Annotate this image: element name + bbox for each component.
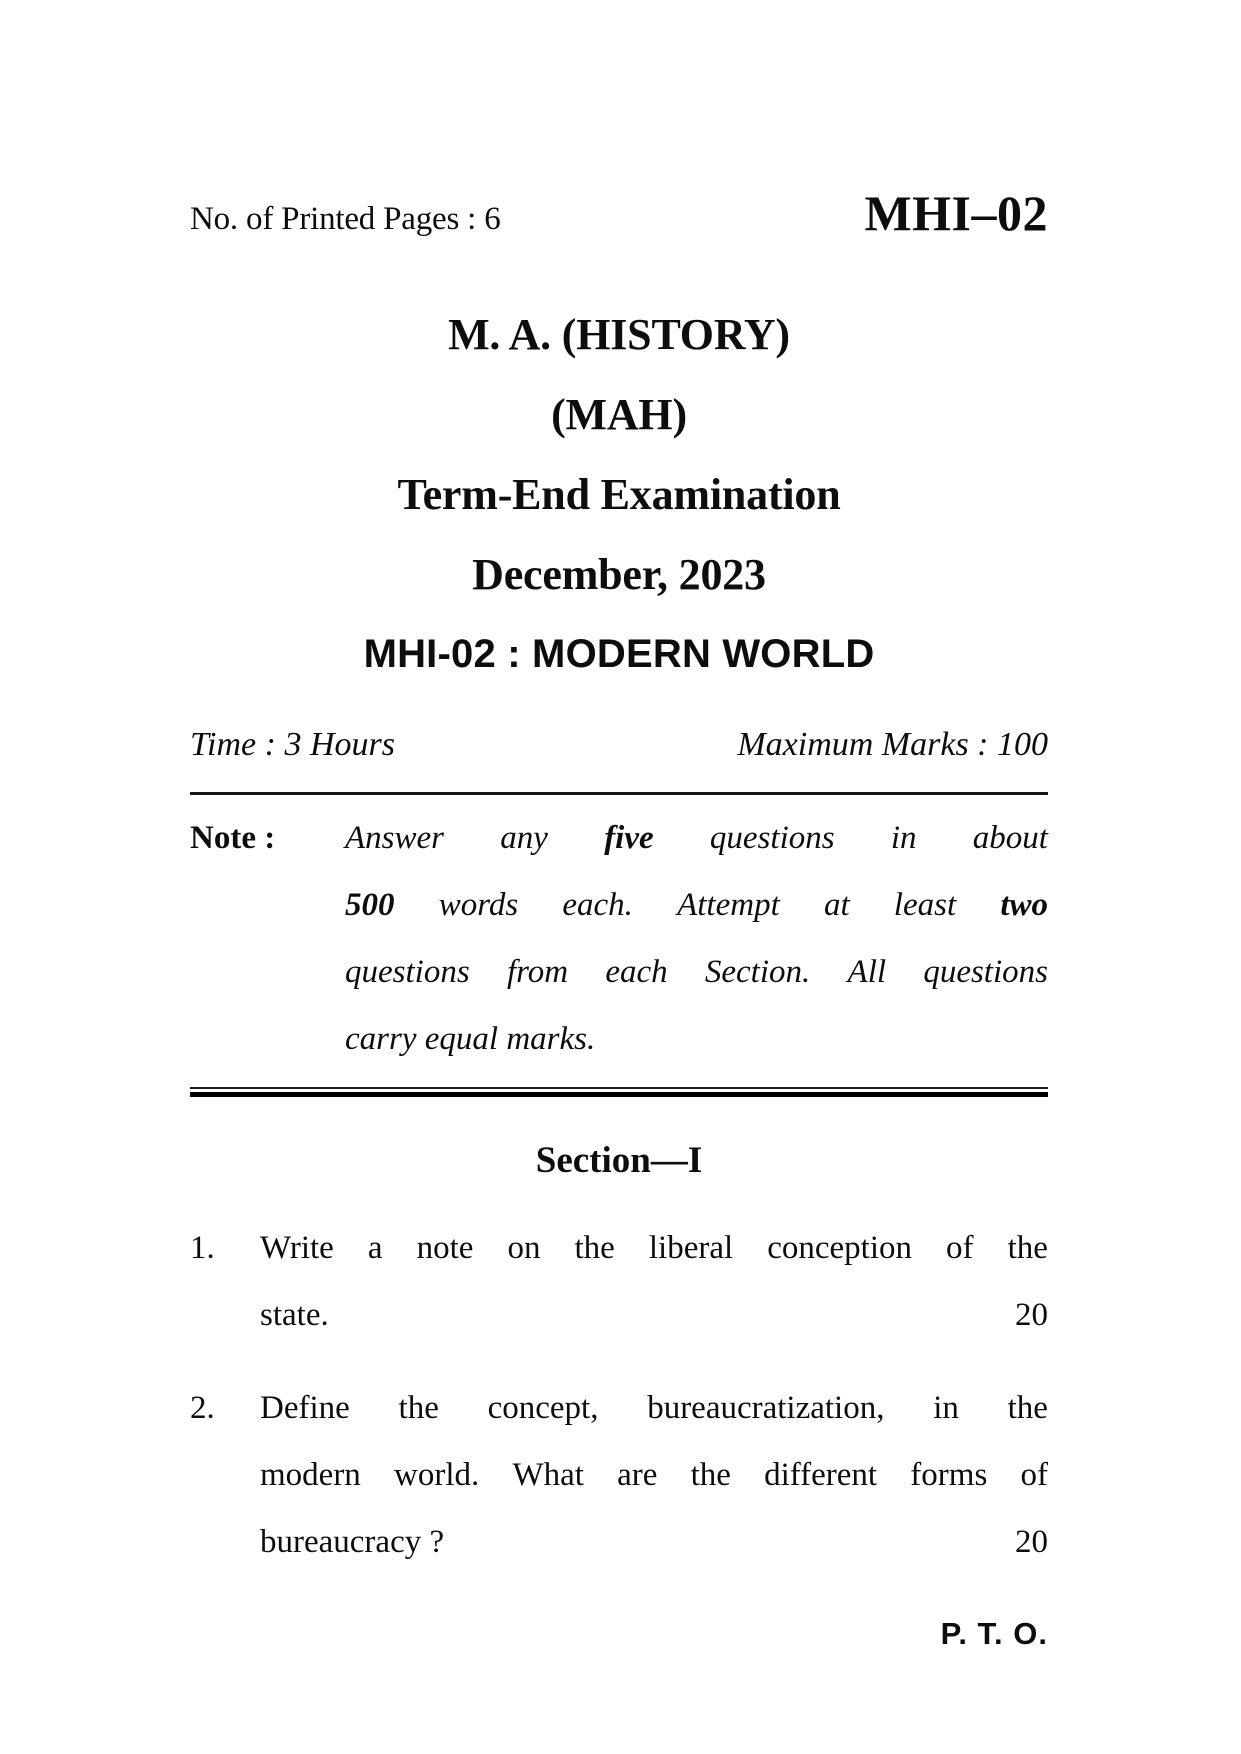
text-line: [260, 1282, 1048, 1349]
subject-title: MHI-02 : MODERN WORLD: [363, 631, 875, 676]
text-line: [345, 1006, 1048, 1073]
double-rule: [190, 1087, 1048, 1097]
word: concept,: [487, 1390, 599, 1426]
paper-code: MHI–02: [864, 185, 1048, 241]
section-heading: Section—I: [535, 1139, 703, 1181]
word: Answer: [345, 820, 444, 856]
exam-title: Term-End Examination: [397, 469, 841, 519]
text-line: [345, 939, 1048, 1006]
program-title: M. A. (HISTORY): [448, 309, 790, 359]
word: at: [823, 887, 850, 923]
word: bureaucracy: [260, 1524, 422, 1560]
note-label: Note :: [190, 820, 276, 856]
word: the: [1007, 1230, 1048, 1266]
double-rule-thick-line: [190, 1092, 1048, 1097]
word: of: [946, 1230, 974, 1266]
word: state.: [260, 1297, 329, 1333]
text-line: [345, 872, 1048, 939]
word: note: [416, 1230, 474, 1266]
question-text: [260, 1215, 1048, 1349]
word: on: [507, 1230, 541, 1266]
word: modern: [260, 1457, 361, 1493]
marks-value: 20: [1015, 1297, 1048, 1333]
question-1: [190, 1215, 1048, 1349]
word: are: [617, 1457, 658, 1493]
word: in: [933, 1390, 959, 1426]
word: words: [438, 887, 519, 923]
word: the: [574, 1230, 615, 1266]
word: equal: [424, 1021, 499, 1057]
word: 500: [345, 887, 395, 923]
word: about: [972, 820, 1048, 856]
word: least: [893, 887, 957, 923]
question-number: 1.: [190, 1230, 215, 1266]
page-header: [190, 185, 1048, 241]
word: two: [1000, 887, 1048, 923]
text-line: [260, 1215, 1048, 1282]
word: the: [1007, 1390, 1048, 1426]
word: Write: [260, 1230, 334, 1266]
maximum-marks: Maximum Marks : 100: [737, 726, 1048, 763]
word: Define: [260, 1390, 350, 1426]
text-line: [260, 1442, 1048, 1509]
question-number: 2.: [190, 1390, 215, 1426]
word: marks.: [506, 1021, 596, 1057]
note-text: [345, 805, 1048, 1073]
printed-pages-label: No. of Printed Pages : 6: [190, 201, 501, 237]
word: What: [512, 1457, 584, 1493]
word: questions: [345, 954, 470, 990]
text-line: [260, 1509, 1048, 1576]
program-code: (MAH): [551, 389, 687, 439]
word: bureaucratization,: [647, 1390, 885, 1426]
word: in: [890, 820, 917, 856]
note-block: [190, 805, 1048, 1073]
word: from: [506, 954, 569, 990]
word: conception: [767, 1230, 912, 1266]
word: All: [847, 954, 887, 990]
double-rule-thin-line: [190, 1087, 1048, 1089]
text-line: [345, 805, 1048, 872]
title-block: [190, 294, 1048, 694]
marks-value: 20: [1015, 1524, 1048, 1560]
word: a: [367, 1230, 383, 1266]
word: Attempt: [677, 887, 780, 923]
line-text: [260, 1524, 444, 1561]
exam-session: December, 2023: [472, 549, 766, 599]
time-allowed: Time : 3 Hours: [190, 726, 395, 763]
text-line: [260, 1375, 1048, 1442]
question-2: [190, 1375, 1048, 1576]
word: each.: [562, 887, 633, 923]
word: five: [604, 820, 654, 856]
word: the: [398, 1390, 439, 1426]
word: questions: [923, 954, 1048, 990]
question-text: [260, 1375, 1048, 1576]
pto-label: P. T. O.: [940, 1616, 1048, 1651]
word: ?: [429, 1524, 445, 1560]
line-text: [345, 1021, 595, 1058]
word: forms: [910, 1457, 988, 1493]
word: any: [500, 820, 548, 856]
word: liberal: [648, 1230, 734, 1266]
word: each: [605, 954, 668, 990]
word: of: [1020, 1457, 1048, 1493]
word: Section.: [704, 954, 811, 990]
horizontal-rule: [190, 792, 1048, 795]
word: world.: [394, 1457, 480, 1493]
word: questions: [709, 820, 835, 856]
word: different: [764, 1457, 878, 1493]
word: the: [690, 1457, 731, 1493]
word: carry: [345, 1021, 417, 1057]
meta-row: [190, 722, 1048, 768]
line-text: [260, 1297, 329, 1334]
